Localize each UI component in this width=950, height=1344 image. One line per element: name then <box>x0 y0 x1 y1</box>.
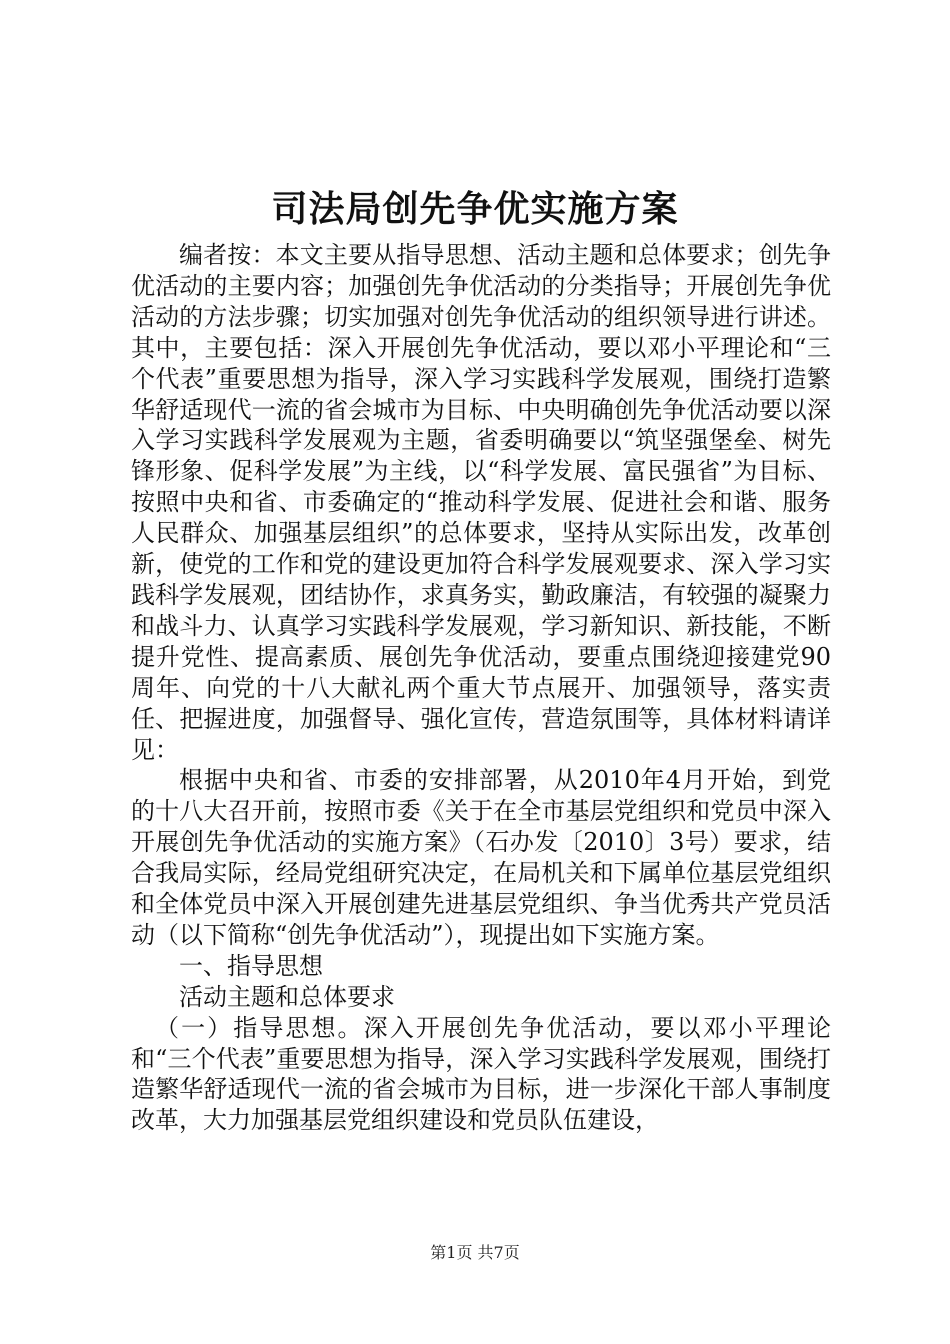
section-subheading: 活动主题和总体要求 <box>179 982 395 1011</box>
page-number-footer: 第1页 共7页 <box>430 1243 520 1262</box>
editor-note-paragraph: 编者按：本文主要从指导思想、活动主题和总体要求；创先争优活动的主要内容；加强创先争优活动的分类指导；开展创先争优活动的方法步骤；切实加强对创先争优活动的组织领导进行讲述。其中，主要包括：深入开展创先争优活动，要以邓小平理论和“三个代表”重要思想为指导，深入学习实践科学发展观，围绕打造繁华舒适现代一流的省会城市为目标、中央明确创先争优活动要以深入学习实践科学发展观为主题，省委明确要以“筑坚强堡垒、树先锋形象、促科学发展”为主线，以“科学发展、富民强省”为目标、按照中央和省、市委确定的“推动科学发展、促进社会和谐、服务人民群众、加强基层组织”的总体要求，坚持从实际出发，改革创新，使党的工作和党的建设更加符合科学发展观要求、深入学习实践科学发展观，团结协作，求真务实，勤政廉洁，有较强的凝聚力和战斗力、认真学习实践科学发展观，学习新知识、新技能，不断提升党性、提高素质、展创先争优活动，要重点围绕迎接建党90周年、向党的十八大献礼两个重大节点展开、加强领导，落实责任、把握进度，加强督导、强化宣传，营造氛围等，具体材料请详见： <box>131 241 831 764</box>
guiding-thought-paragraph: （一）指导思想。深入开展创先争优活动，要以邓小平理论和“三个代表”重要思想为指导，深入学习实践科学发展观，围绕打造繁华舒适现代一流的省会城市为目标，进一步深化干部人事制度改革，大力加强基层党组织建设和党员队伍建设， <box>131 1013 831 1135</box>
document-title: 司法局创先争优实施方案 <box>271 188 679 230</box>
document-body <box>131 240 831 1136</box>
intro-paragraph: 根据中央和省、市委的安排部署，从2010年4月开始，到党的十八大召开前，按照市委《关于在全市基层党组织和党员中深入开展创先争优活动的实施方案》（石办发〔2010〕3号）要求，结合我局实际，经局党组研究决定，在局机关和下属单位基层党组织和全体党员中深入开展创建先进基层党组织、争当优秀共产党员活动（以下简称“创先争优活动”），现提出如下实施方案。 <box>131 766 831 949</box>
section-heading: 一、指导思想 <box>179 951 323 980</box>
